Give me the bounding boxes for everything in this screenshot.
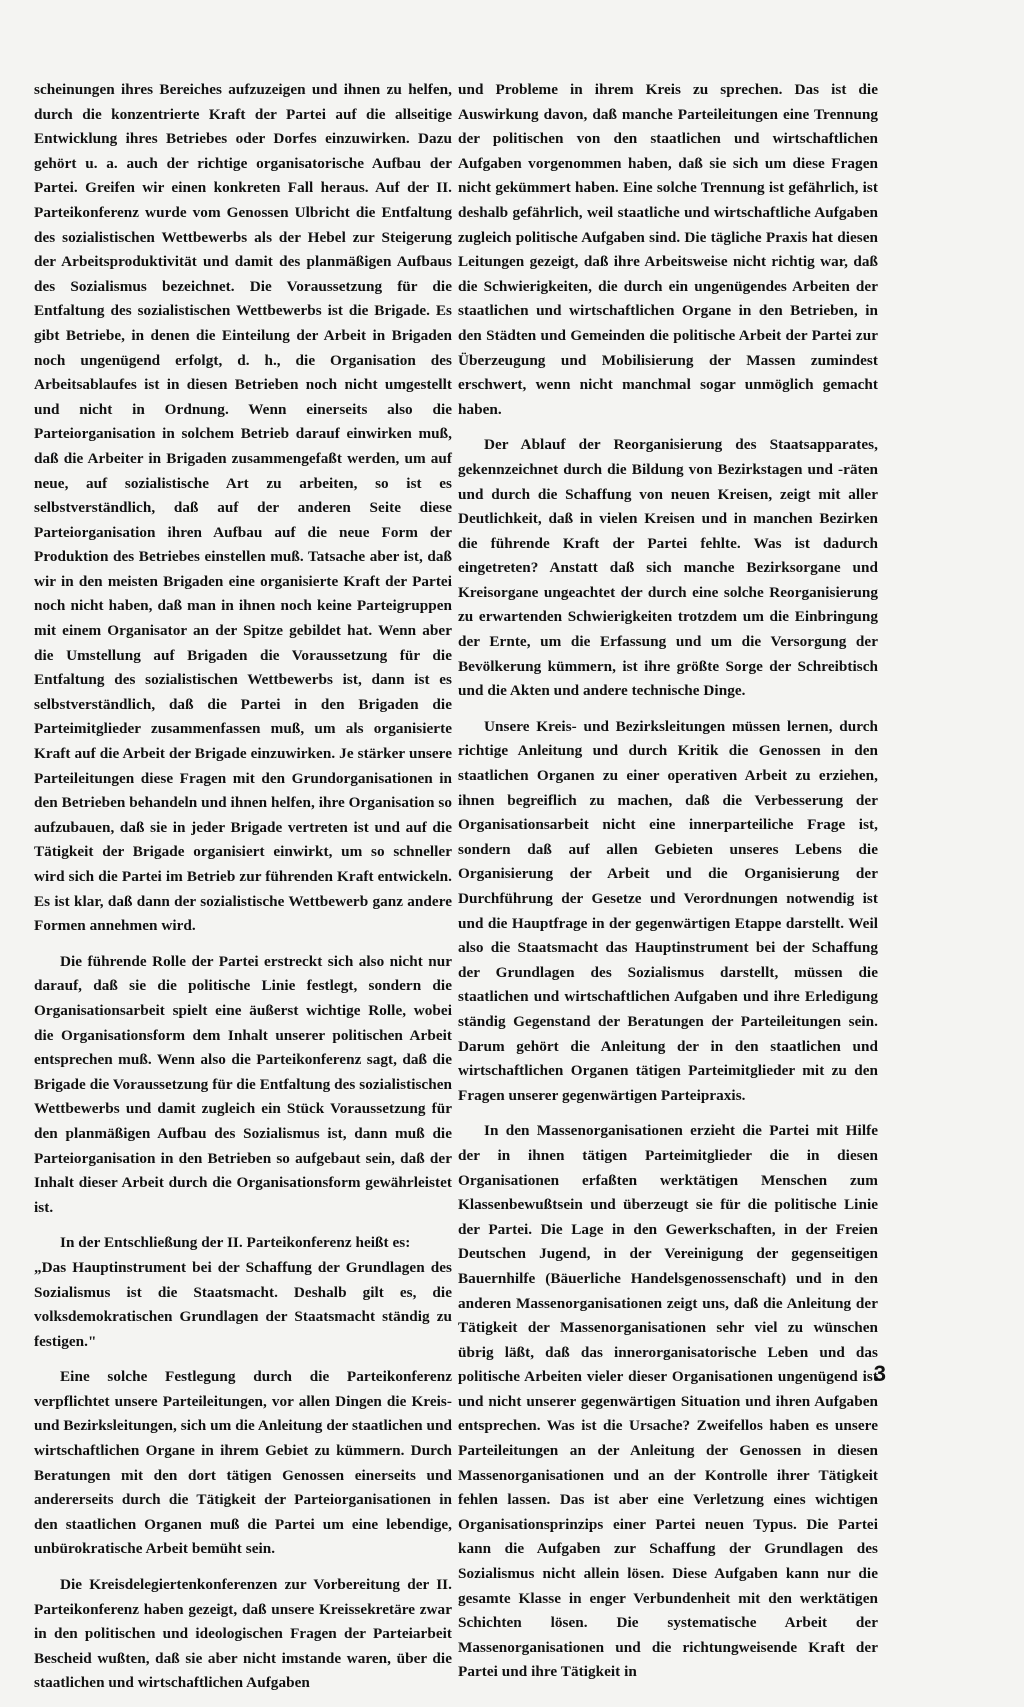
quote-paragraph: „Das Hauptinstrument bei der Schaffung der Grundlagen des Sozialismus ist die Staatsmacht. Deshalb gilt es, die volksdemokratischen Grundlagen der Staatsmacht ständig zu festigen." bbox=[34, 1258, 452, 1350]
paragraph: Eine solche Festlegung durch die Parteikonferenz verpflichtet unsere Parteileitungen, vor allen Dingen die Kreis- und Bezirksleitungen, sich um die Anleitung der staatlichen und wirtschaftlichen Organe in ihrem Gebiet zu kümmern. Durch Beratungen mit den dort tätigen Genossen einerseits und andererseits durch die Tätigkeit der Parteiorganisationen in den staatlichen Organen muß die Partei um eine lebendige, unbürokratische Arbeit bemüht sein. bbox=[34, 1368, 452, 1558]
paragraph: scheinungen ihres Bereiches aufzuzeigen und ihnen zu helfen, durch die konzentrierte Kraft der Partei auf die allseitige Entwicklung ihres Betriebes oder Dorfes einzuwirken. Dazu gehört u. a. auch der richtige organisatorische Aufbau der Partei. Greifen wir einen konkreten Fall heraus. Auf der II. Parteikonferenz wurde vom Genossen Ulbricht die Entfaltung des sozialistischen Wettbewerbs als der Hebel zur Steigerung der Arbeitsproduktivität und damit des planmäßigen Aufbaus des Sozialismus bezeichnet. Die Voraussetzung für die Entfaltung des sozialistischen Wettbewerbs ist die Brigade. Es gibt Betriebe, in denen die Einteilung der Arbeit in Brigaden noch ungenügend erfolgt, d. h., die Organisation des Arbeitsablaufes ist in diesen Betrieben noch nicht umgestellt und nicht in Ordnung. Wenn einerseits also die Parteiorganisation in solchem Betrieb darauf einwirken muß, daß die Arbeiter in Brigaden zusammengefaßt werden, um auf neue, auf sozialistische Art zu arbeiten, so ist es selbstverständlich, daß auf der anderen Seite diese Parteiorganisation ihren Aufbau auf die neue Form der Produktion des Betriebes einstellen muß. Tatsache aber ist, daß wir in den meisten Brigaden eine organisierte Kraft der Partei noch nicht haben, daß man in ihnen noch keine Parteigruppen mit einem Organisator an der Spitze gebildet hat. Wenn aber die Umstellung auf Brigaden die Voraussetzung für die Entfaltung des sozialistischen Wettbewerbs ist, dann ist es selbstverständlich, daß die Partei in den Brigaden die Parteimitglieder zusammenfassen muß, um als organisierte Kraft auf die Arbeit der Brigade einzuwirken. Je stärker unsere Parteileitungen diese Fragen mit den Grundorganisationen in den Betrieben behandeln und ihnen helfen, ihre Organisation so aufzubauen, daß sie in jeder Brigade vertreten ist und auf die Tätigkeit der Brigade organisiert einwirkt, um so schneller wird sich die Partei im Betrieb zur führenden Kraft entwickeln. Es ist klar, daß dann der sozialistische Wettbewerb ganz andere Formen annehmen wird. bbox=[34, 81, 452, 935]
paragraph: Die führende Rolle der Partei erstreckt sich also nicht nur darauf, daß sie die politische Linie festlegt, sondern die Organisationsarbeit spielt eine äußerst wichtige Rolle, wobei die Organisationsform dem Inhalt unserer politischen Arbeit entsprechen muß. Wenn also die Parteikonferenz sagt, daß die Brigade die Voraussetzung für die Entfaltung des sozialistischen Wettbewerbs und damit zugleich ein Stück Voraussetzung für den planmäßigen Aufbau des Sozialismus ist, dann muß die Parteiorganisation in den Betrieben so aufgebaut sein, daß der Inhalt dieser Arbeit durch die Organisationsform gewährleistet ist. bbox=[34, 952, 452, 1216]
right-text-column bbox=[458, 78, 878, 1696]
paragraph: und Probleme in ihrem Kreis zu sprechen. Das ist die Auswirkung davon, daß manche Parteileitungen eine Trennung der politischen von den staatlichen und wirtschaftlichen Aufgaben vorgenommen haben, daß sie sich um diese Fragen nicht gekümmert haben. Eine solche Trennung ist gefährlich, ist deshalb gefährlich, weil staatliche und wirtschaftliche Aufgaben zugleich politische Aufgaben sind. Die tägliche Praxis hat diesen Leitungen gezeigt, daß ihre Arbeitsweise nicht richtig war, daß die Schwierigkeiten, die durch ein ungenügendes Arbeiten der staatlichen und wirtschaftlichen Organe in den Betrieben, in den Städten und Gemeinden die politische Arbeit der Partei zur Überzeugung und Mobilisierung der Massen zumindest erschwert, wenn nicht manchmal sogar unmöglich gemacht haben. bbox=[458, 81, 878, 418]
paragraph: In der Entschließung der II. Parteikonferenz heißt es: bbox=[60, 1234, 411, 1252]
paragraph: In den Massenorganisationen erzieht die Partei mit Hilfe der in ihnen tätigen Parteimitglieder die in diesen Organisationen erfaßten werktätigen Menschen zum Klassenbewußtsein und überzeugt sie für die politische Linie der Partei. Die Lage in den Gewerkschaften, in der Freien Deutschen Jugend, in der Vereinigung der gegenseitigen Bauernhilfe (Bäuerliche Handelsgenossenschaft) und in den anderen Massenorganisationen zeigt uns, daß die Anleitung der Tätigkeit der Massenorganisationen sehr viel zu wünschen übrig läßt, daß das innerorganisatorische Leben und das politische Arbeiten vieler dieser Organisationen ungenügend ist und nicht unserer gegenwärtigen Situation und ihren Aufgaben entsprechen. Was ist die Ursache? Zweifellos haben es unsere Parteileitungen an der Anleitung der Genossen in diesen Massenorganisationen und an der Kontrolle ihrer Tätigkeit fehlen lassen. Das ist aber eine Verletzung eines wichtigen Organisationsprinzips einer Partei neuen Typus. Die Partei kann die Aufgaben zur Schaffung der Grundlagen des Sozialismus nicht allein lösen. Diese Aufgaben kann nur die gesamte Klasse in enger Verbundenheit mit den werktätigen Schichten lösen. Die systematische Arbeit der Massenorganisationen und die richtungweisende Kraft der Partei und ihre Tätigkeit in bbox=[458, 1122, 878, 1681]
paragraph: Der Ablauf der Reorganisierung des Staatsapparates, gekennzeichnet durch die Bildung von Bezirkstagen und -räten und durch die Schaffung von neuen Kreisen, zeigt mit aller Deutlichkeit, daß in vielen Kreisen und in manchen Bezirken die führende Kraft der Partei fehlte. Was ist dadurch eingetreten? Anstatt daß sich manche Bezirksorgane und Kreisorgane ungeachtet der durch eine solche Reorganisierung zu erwartenden Schwierigkeiten trotzdem um die Einbringung der Ernte, um die Erfassung und um die Versorgung der Bevölkerung kümmern, ist ihre größte Sorge der Schreibtisch und die Akten und andere technische Dinge. bbox=[458, 436, 878, 700]
paragraph: Die Kreisdelegiertenkonferenzen zur Vorbereitung der II. Parteikonferenz haben gezeigt, daß unsere Kreissekretäre zwar in den politischen und ideologischen Fragen der Parteiarbeit Bescheid wußten, daß sie aber nicht imstande waren, über die staatlichen und wirtschaftlichen Aufgaben bbox=[34, 1576, 452, 1692]
left-text-column bbox=[34, 78, 452, 1707]
page-number: 3 bbox=[873, 1361, 886, 1386]
paragraph: Unsere Kreis- und Bezirksleitungen müssen lernen, durch richtige Anleitung und durch Kritik die Genossen in den staatlichen Organen zu einer operativen Arbeit zu erziehen, ihnen begreiflich zu machen, daß die Verbesserung der Organisationsarbeit nicht eine innerparteiliche Frage ist, sondern daß auf allen Gebieten unseres Lebens die Organisierung der Arbeit und die Organisierung der Durchführung der Gesetze und Verordnungen notwendig ist und die Hauptfrage in der gegenwärtigen Etappe darstellt. Weil also die Staatsmacht das Hauptinstrument bei der Schaffung der Grundlagen des Sozialismus darstellt, müssen die staatlichen und wirtschaftlichen Aufgaben und ihre Erledigung ständig Gegenstand der Beratungen der Parteileitungen sein. Darum gehört die Anleitung der in den staatlichen und wirtschaftlichen Organen tätigen Parteimitglieder mit zu den Fragen unserer gegenwärtigen Parteipraxis. bbox=[458, 717, 878, 1104]
